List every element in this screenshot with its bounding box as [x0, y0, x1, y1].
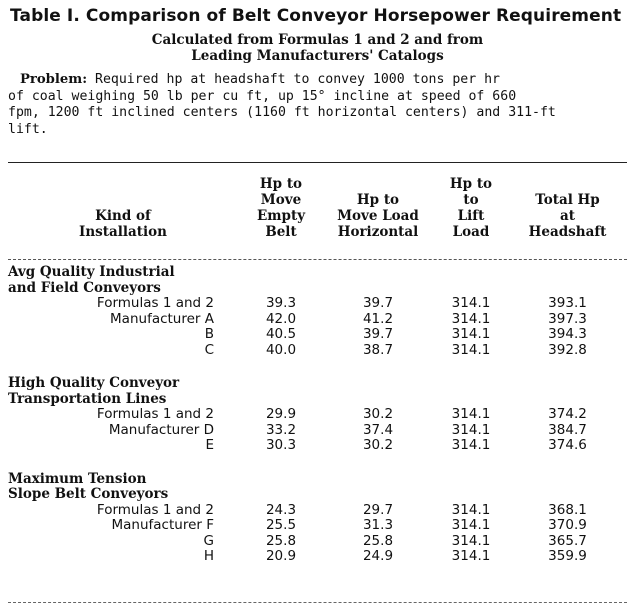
problem-text: Required hp at headshaft to convey 1000 tons per hr: [87, 72, 500, 87]
table-subtitle: [8, 32, 627, 64]
col-header-move-load: Hp to Move Load Horizontal: [337, 192, 419, 240]
problem-label: Problem:: [20, 72, 88, 87]
table-row: [8, 503, 625, 519]
problem-line: of coal weighing 50 lb per cu ft, up 15° incline at speed of 660: [8, 88, 517, 104]
cell-lift: 314.1: [451, 437, 491, 453]
problem-line: [8, 72, 627, 89]
cell-empty: 25.5: [265, 517, 297, 533]
cell-lift: 314.1: [451, 517, 491, 533]
cell-empty: 39.3: [265, 295, 297, 311]
problem-line: fpm, 1200 ft inclined centers (1160 ft horizontal centers) and 311-ft: [8, 105, 556, 120]
cell-total: 365.7: [548, 532, 587, 549]
cell-empty: 24.3: [265, 501, 297, 518]
cell-horizontal: 31.3: [362, 517, 394, 533]
cell-lift: 314.1: [451, 548, 491, 564]
cell-lift: 314.1: [451, 532, 491, 549]
horsepower-table: [8, 176, 625, 565]
row-label: E: [205, 437, 214, 453]
group-heading: Maximum Tension: [8, 470, 147, 487]
table-row: [8, 327, 625, 343]
cell-horizontal: 41.2: [362, 310, 394, 327]
row-label: Manufacturer D: [108, 421, 214, 438]
cell-horizontal: 39.7: [362, 326, 394, 342]
cell-total: 384.7: [548, 421, 587, 438]
cell-horizontal: 30.2: [362, 437, 394, 453]
table-bottom-rule: [8, 602, 627, 603]
cell-lift: 314.1: [451, 295, 491, 311]
cell-horizontal: 37.4: [362, 421, 394, 438]
cell-total: 394.3: [548, 326, 587, 342]
cell-empty: 30.3: [265, 437, 297, 453]
table-title: Table I. Comparison of Belt Conveyor Horsepower Requirement: [10, 6, 622, 26]
cell-lift: 314.1: [451, 341, 491, 358]
col-header-total: Total Hp at Headshaft: [528, 192, 607, 240]
row-label: H: [203, 548, 214, 564]
subtitle-line: Leading Manufacturers' Catalogs: [191, 48, 444, 64]
cell-empty: 25.8: [265, 532, 297, 549]
cell-horizontal: 25.8: [362, 532, 394, 549]
group-heading: Avg Quality Industrial: [8, 264, 175, 280]
problem-line: lift.: [8, 121, 48, 137]
cell-empty: 42.0: [265, 310, 297, 327]
group-heading: High Quality Conveyor: [8, 375, 180, 391]
cell-empty: 20.9: [265, 548, 297, 564]
cell-lift: 314.1: [451, 326, 491, 342]
cell-horizontal: 24.9: [362, 548, 394, 564]
row-label: Manufacturer F: [111, 517, 214, 533]
table-row: [8, 407, 625, 423]
row-label: Formulas 1 and 2: [96, 406, 214, 422]
table-row: [8, 343, 625, 359]
table-top-rule: [8, 162, 627, 163]
cell-horizontal: 38.7: [362, 341, 394, 358]
cell-lift: 314.1: [451, 501, 491, 518]
col-header-kind: Kind of Installation: [79, 208, 167, 240]
cell-horizontal: 30.2: [362, 406, 394, 422]
problem-statement: [8, 72, 627, 138]
row-label: Manufacturer A: [110, 310, 214, 327]
cell-empty: 40.5: [265, 326, 297, 342]
table-row: [8, 518, 625, 534]
subtitle-line: Calculated from Formulas 1 and 2 and from: [151, 32, 484, 48]
cell-empty: 29.9: [265, 406, 297, 422]
cell-total: 397.3: [548, 310, 587, 327]
cell-total: 374.6: [548, 437, 587, 453]
header-row: [8, 176, 625, 247]
table-row: [8, 296, 625, 312]
row-label: G: [203, 532, 214, 549]
cell-empty: 40.0: [265, 341, 297, 358]
row-label: Formulas 1 and 2: [96, 295, 214, 311]
table-row: [8, 549, 625, 565]
row-label: B: [204, 326, 214, 342]
cell-total: 359.9: [548, 548, 587, 564]
table-row: [8, 423, 625, 439]
table-row: [8, 312, 625, 328]
group-heading: Transportation Lines: [8, 390, 167, 407]
col-header-lift-load: Hp to to Lift Load: [449, 176, 493, 240]
cell-horizontal: 39.7: [362, 295, 394, 311]
cell-horizontal: 29.7: [362, 501, 394, 518]
cell-lift: 314.1: [451, 421, 491, 438]
table-row: [8, 534, 625, 550]
cell-lift: 314.1: [451, 310, 491, 327]
row-label: Formulas 1 and 2: [96, 501, 214, 518]
cell-lift: 314.1: [451, 406, 491, 422]
cell-total: 368.1: [548, 501, 587, 518]
cell-total: 370.9: [548, 517, 587, 533]
table-row: [8, 438, 625, 454]
group-heading: and Field Conveyors: [8, 279, 161, 296]
row-label: C: [204, 341, 214, 358]
cell-total: 393.1: [548, 295, 587, 311]
col-header-empty-belt: Hp to Move Empty Belt: [256, 176, 306, 240]
cell-total: 392.8: [548, 341, 587, 358]
cell-total: 374.2: [548, 406, 587, 422]
cell-empty: 33.2: [265, 421, 297, 438]
group-heading: Slope Belt Conveyors: [8, 486, 169, 502]
